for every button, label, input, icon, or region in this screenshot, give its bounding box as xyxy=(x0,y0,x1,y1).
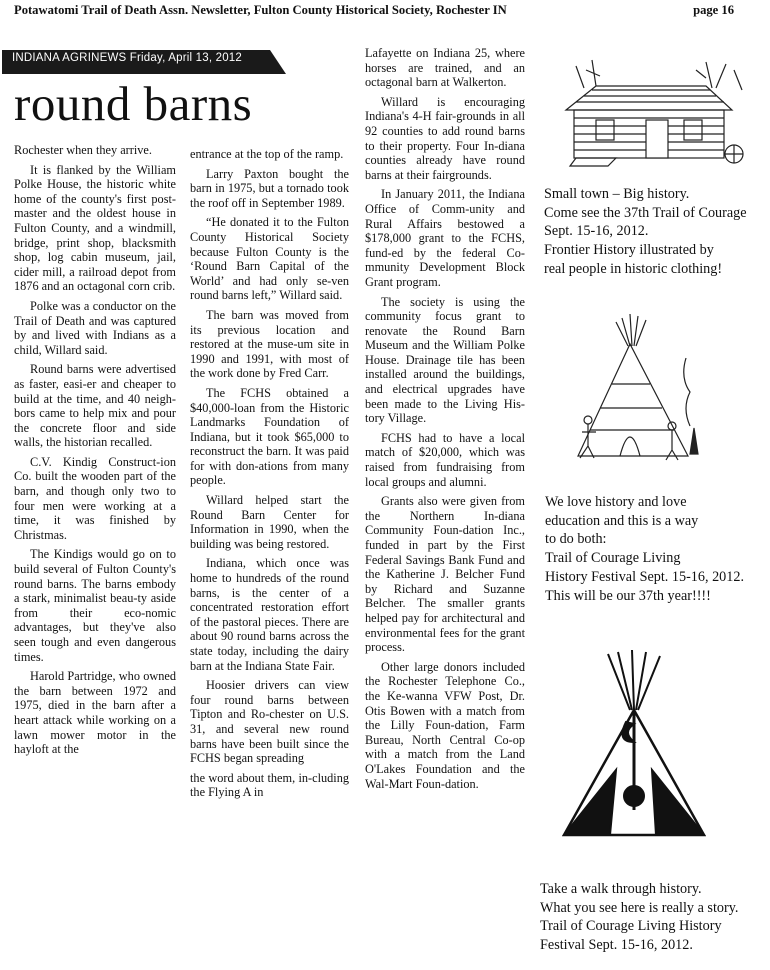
festival-promo-1 xyxy=(544,185,747,279)
paragraph: Hoosier drivers can view four round barns between Tipton and Ro-chester on U.S. 31, and several new round barns have been built since the FCHS began spreading xyxy=(190,678,349,766)
paragraph: C.V. Kindig Construct-ion Co. built the wooden part of the barn, and though only two to four men were working at a time, it was finished by Christmas. xyxy=(14,454,176,542)
tipi-with-figures-illustration xyxy=(560,308,710,468)
article-headline: round barns xyxy=(14,76,253,131)
promo-line: Festival Sept. 15-16, 2012. xyxy=(540,937,693,954)
promo-line: to do both: xyxy=(545,531,607,548)
promo-line: Frontier History illustrated by xyxy=(544,242,714,259)
paragraph: In January 2011, the Indiana Office of Comm-unity and Rural Affairs bestowed a $178,000 grant to the FCHS, fund-ed by the federal Co-mmunity Development Block Grant program. xyxy=(365,187,525,289)
paragraph: entrance at the top of the ramp. xyxy=(190,147,344,161)
paragraph: The society is using the community focus grant to renovate the Round Barn Museum and the William Polke House. Drainage tile has been installed around the buildings, and electrical upgrades have been made to the Living His-tory Village. xyxy=(365,294,525,426)
paragraph: Willard is encouraging Indiana's 4-H fair-grounds in all 92 counties to add round barns to their property. Four In-diana counties already have round barns at their fairgrounds. xyxy=(365,94,525,182)
paragraph: Grants also were given from the Northern In-diana Community Foun-dation Inc., funded in part by the First Federal Savings Bank Fund and the Katherine J. Belcher Fund by Richard and Suzanne Belcher. The smaller grants helped pay for architectural and environmental fees for the grant process. xyxy=(365,494,525,655)
newsletter-header xyxy=(14,3,734,18)
promo-line: Sept. 15-16, 2012. xyxy=(544,223,649,240)
paragraph: Harold Partridge, who owned the barn between 1972 and 1975, died in the barn after a heart attack while working on a lawn mower motor in the hayloft at the xyxy=(14,669,176,757)
promo-line: History Festival Sept. 15-16, 2012. xyxy=(545,568,745,585)
paragraph: Indiana, which once was home to hundreds of the round barns, is the center of a concentrated restoration effort of the pastoral pieces. There are about 90 round barns across the state today, including the dairy barn at the Indiana State Fair. xyxy=(190,556,349,673)
paragraph: Willard helped start the Round Barn Center for Information in 1990, when the building was being restored. xyxy=(190,493,349,551)
paragraph: Round barns were advertised as faster, easi-er and cheaper to build at the time, and 40 neigh-bors came to help mix and pour the concrete floor and side walls, the historian recalled. xyxy=(14,362,176,450)
paragraph: Polke was a conductor on the Trail of Death and was captured by and lived with Indians as a child, Willard said. xyxy=(14,298,176,357)
promo-line: We love history and love xyxy=(545,494,687,510)
paragraph: the word about them, in-cluding the Flying A in xyxy=(190,770,349,800)
promo-line: This will be our 37th year!!!! xyxy=(545,587,711,604)
promo-line: real people in historic clothing! xyxy=(544,260,723,277)
paragraph: The FCHS obtained a $40,000-loan from the Historic Landmarks Foundation of Indiana, but it took $65,000 to reconstruct the barn. It was paid for with don-ations from many people. xyxy=(190,385,349,488)
log-cabin-illustration xyxy=(556,58,756,168)
festival-promo-3 xyxy=(540,880,738,955)
promo-line: Trail of Courage Living History xyxy=(540,918,722,935)
promo-line: Small town – Big history. xyxy=(544,186,690,202)
paragraph: Other large donors included the Rochester Telephone Co., the Ke-wanna VFW Post, Dr. Otis Bowen with a match from the Lilly Foun-dation, Farm Bureau, North Central Co-op with a match from the Land O'Lakes Foundation and the Wal-Mart Foun-dation. xyxy=(365,659,525,791)
paragraph: It is flanked by the William Polke House, the historic white home of the county's first post-master and the oldest house in Fulton County, and a windmill, bridge, print shop, blacksmith shop, log cabin museum, jail, cider mill, a railroad depot from 1876 and an octagonal corn crib. xyxy=(14,162,176,294)
paragraph: Lafayette on Indiana 25, where horses are trained, and an octagonal barn at Walkerton. xyxy=(365,46,525,90)
paragraph: Larry Paxton bought the barn in 1975, but a tornado took the roof off in September 1989. xyxy=(190,166,349,210)
article-column-2 xyxy=(190,147,349,805)
article-column-3 xyxy=(365,46,525,796)
article-column-1 xyxy=(14,143,176,762)
promo-line: Take a walk through history. xyxy=(540,881,702,897)
banner-text: INDIANA AGRINEWS Friday, April 13, 2012 xyxy=(12,52,243,64)
promo-line: education and this is a way xyxy=(545,512,699,529)
promo-line: What you see here is really a story. xyxy=(540,899,739,916)
paragraph: Rochester when they arrive. xyxy=(14,143,152,157)
promo-line: Trail of Courage Living xyxy=(545,550,681,567)
paragraph: “He donated it to the Fulton County Historical Society because Fulton County is the ‘Round Barn Capital of the World’ and had only se-ven round barns left,” Willard said. xyxy=(190,215,349,303)
newsletter-title: Potawatomi Trail of Death Assn. Newsletter, Fulton County Historical Society, Rochester IN xyxy=(14,3,507,17)
tipi-logo-illustration xyxy=(556,650,706,845)
promo-line: Come see the 37th Trail of Courage xyxy=(544,204,747,221)
paragraph: The Kindigs would go on to build several of Fulton County's round barns. The barns embody a stark, minimalist beau-ty aside from their eco-nomic advantages, but they've also seen tough and even dangerous times. xyxy=(14,547,176,664)
paragraph: The barn was moved from its previous location and restored at the muse-um site in 1990 and 1991, with most of the work done by Fred Carr. xyxy=(190,307,349,381)
paragraph: FCHS had to have a local match of $20,000, which was raised from fundraising from local groups and alumni. xyxy=(365,430,525,489)
source-banner xyxy=(2,50,286,74)
festival-promo-2 xyxy=(545,493,744,605)
page-number: page 16 xyxy=(693,3,734,17)
